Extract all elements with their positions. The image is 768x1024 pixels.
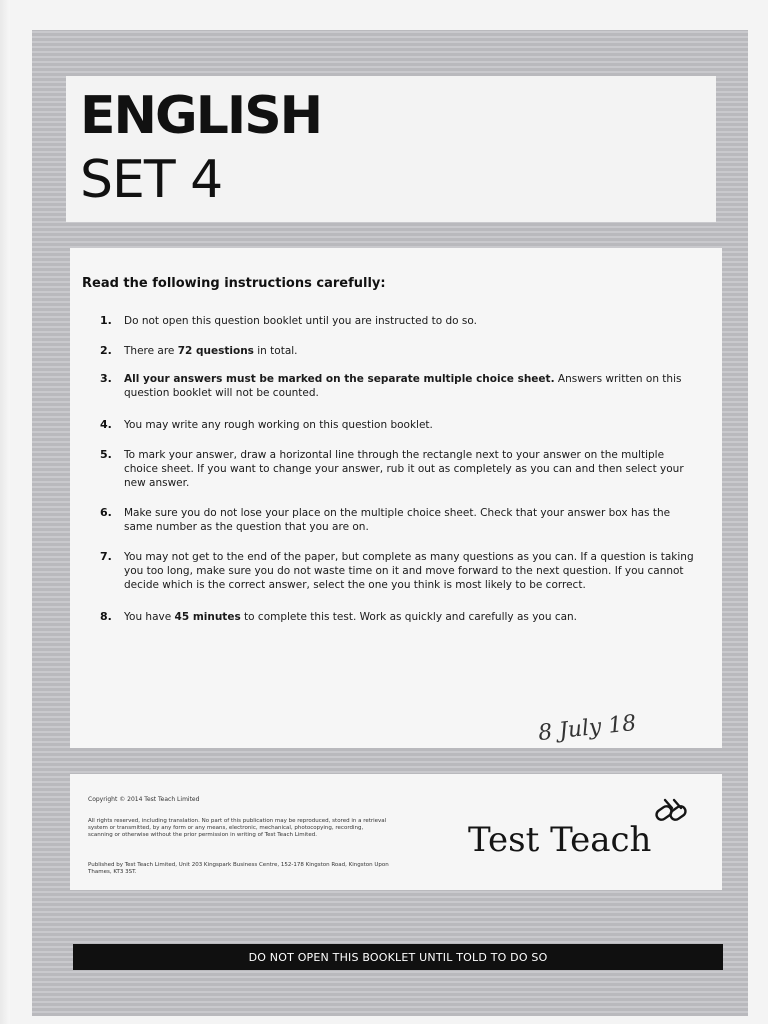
- instruction-number: 4.: [100, 418, 112, 431]
- instruction-item: [100, 550, 700, 592]
- instruction-number: 1.: [100, 314, 112, 327]
- instruction-text-part: There are: [124, 345, 178, 357]
- instruction-text-bold: 72 questions: [177, 345, 254, 357]
- instruction-text: [124, 314, 477, 328]
- instructions-panel: [70, 248, 722, 748]
- instruction-text-bold: 45 minutes: [174, 611, 241, 623]
- copyright-notice: Copyright © 2014 Test Teach Limited: [88, 796, 200, 803]
- instruction-text-part: Answers written on this question booklet will not be counted.: [124, 373, 682, 399]
- instruction-text-part: Do not open this question booklet until you are instructed to do so.: [124, 315, 477, 327]
- instruction-text-part: You may not get to the end of the paper, but complete as many questions as you can. If a question is taking you too long, make sure you do not waste time on it and move forward to the next question. If you cannot decide which is the correct answer, select the one you think is most likely to be correct.: [124, 551, 694, 591]
- instructions-heading: Read the following instructions carefully:: [82, 276, 386, 291]
- publisher-panel: [70, 774, 722, 890]
- title-subject: ENGLISH: [80, 86, 322, 146]
- title-panel: [66, 76, 716, 222]
- test-teach-logo-text: Test Teach: [468, 820, 652, 860]
- instruction-item: [100, 344, 700, 358]
- instruction-text-part: To mark your answer, draw a horizontal line through the rectangle next to your answer on the multiple choice sheet. If you want to change your answer, rub it out as completely as you can and then select your new answer.: [124, 449, 684, 489]
- instruction-number: 5.: [100, 448, 112, 461]
- instruction-text: [124, 372, 700, 400]
- instruction-number: 6.: [100, 506, 112, 519]
- booklet-binding-edge: [0, 0, 10, 1024]
- instruction-text: [124, 344, 298, 358]
- publisher-address: Published by Test Teach Limited, Unit 203 Kingspark Business Centre, 152-178 Kingston Road, Kingston Upon Thames, KT3 3ST.: [88, 862, 389, 875]
- instruction-text-part: You may write any rough working on this question booklet.: [124, 419, 433, 431]
- instruction-number: 8.: [100, 610, 112, 623]
- do-not-open-text: DO NOT OPEN THIS BOOKLET UNTIL TOLD TO DO SO: [248, 950, 548, 964]
- rights-notice: All rights reserved, including translation. No part of this publication may be reproduced, stored in a retrieval system or transmitted, by any form or any means, electronic, mechanical, photocopying, recording, scanning or otherwise without the prior permission in writing of Test Teach Limited.: [88, 818, 387, 838]
- instruction-text-bold: All your answers must be marked on the separate multiple choice sheet.: [124, 373, 555, 385]
- instruction-text: [124, 418, 433, 432]
- do-not-open-banner: [73, 944, 723, 970]
- instruction-item: [100, 506, 700, 534]
- instruction-number: 3.: [100, 372, 112, 385]
- instruction-number: 2.: [100, 344, 112, 357]
- instruction-text-part: to complete this test. Work as quickly and carefully as you can.: [240, 611, 578, 623]
- instruction-number: 7.: [100, 550, 112, 563]
- instruction-text: [124, 448, 700, 490]
- instruction-text: [124, 506, 700, 534]
- instruction-text: [124, 610, 577, 624]
- instruction-item: [100, 372, 700, 400]
- title-set: SET 4: [80, 150, 223, 210]
- instruction-item: [100, 418, 700, 432]
- instruction-text-part: You have: [124, 611, 175, 623]
- handwritten-date: 8 July 18: [536, 710, 638, 747]
- instruction-text-part: in total.: [253, 345, 298, 357]
- instruction-item: [100, 610, 700, 624]
- instruction-text-part: Make sure you do not lose your place on the multiple choice sheet. Check that your answer box has the same number as the question that you are on.: [124, 507, 671, 533]
- instruction-item: [100, 314, 700, 328]
- instruction-item: [100, 448, 700, 490]
- instruction-text: [124, 550, 700, 592]
- test-teach-logo-icon: [652, 798, 692, 830]
